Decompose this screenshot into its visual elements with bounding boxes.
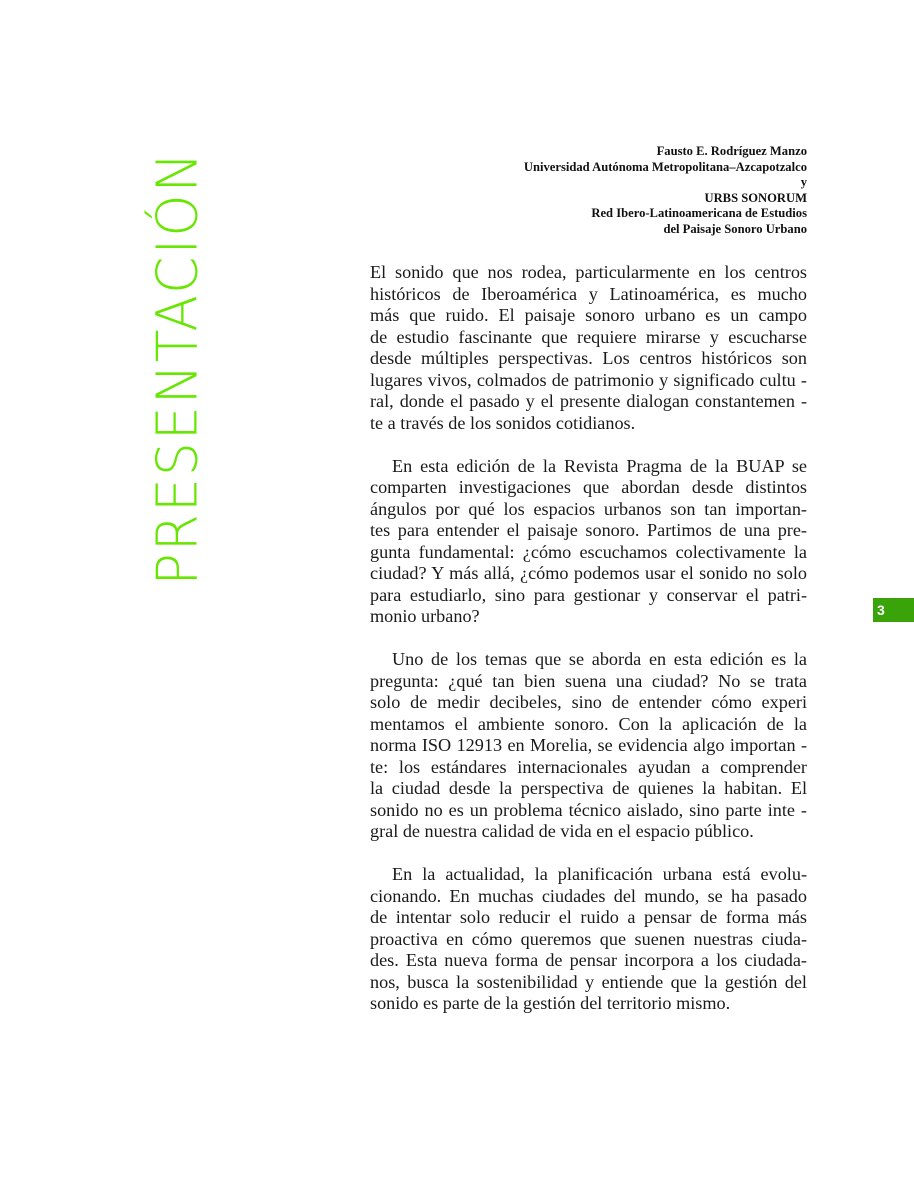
text-line: monio urbano? <box>370 606 480 626</box>
paragraph <box>370 456 807 628</box>
text-line: sonido es parte de la gestión del territorio mismo. <box>370 993 731 1013</box>
text-line: ciudad? Y más allá, ¿cómo podemos usar el sonido no solo <box>370 563 807 583</box>
text-line: gunta fundamental: ¿cómo escuchamos colectivamente la <box>370 541 807 562</box>
text-line: más que ruido. El paisaje sonoro urbano es un campo <box>370 305 807 325</box>
author-line: y <box>800 175 807 190</box>
text-line: cionando. En muchas ciudades del mundo, se ha pasado <box>370 885 807 906</box>
text-line: ral, donde el pasado y el presente dialogan constantemen - <box>370 391 807 411</box>
author-line: Fausto E. Rodríguez Manzo <box>656 144 807 158</box>
article-body <box>370 262 807 1036</box>
text-line: desde múltiples perspectivas. Los centros históricos son <box>370 348 807 368</box>
text-line: des. Esta nueva forma de pensar incorpora a los ciudada- <box>370 950 807 970</box>
text-line: lugares vivos, colmados de patrimonio y significado cultu - <box>370 369 807 390</box>
text-line: nos, busca la sostenibilidad y entiende que la gestión del <box>370 971 807 992</box>
text-line: de estudio fascinante que requiere mirarse y escucharse <box>370 326 807 347</box>
text-line: proactiva en cómo queremos que suenen nuestras ciuda- <box>370 928 807 949</box>
section-title-text: PRESENTACIÓN <box>145 150 211 586</box>
paragraph <box>370 649 807 843</box>
text-line: te: los estándares internacionales ayudan a comprender <box>370 756 807 777</box>
text-line: sonido no es un problema técnico aislado, sino parte inte - <box>370 799 807 820</box>
text-line: En la actualidad, la planificación urbana está evolu- <box>392 864 807 884</box>
text-line: mentamos el ambiente sonoro. Con la aplicación de la <box>370 713 807 734</box>
author-line: URBS SONORUM <box>704 190 807 205</box>
text-line: norma ISO 12913 en Morelia, se evidencia algo importan - <box>370 735 807 755</box>
text-line: tes para entender el paisaje sonoro. Partimos de una pre- <box>370 520 807 540</box>
page-number: 3 <box>873 598 914 622</box>
paragraph <box>370 864 807 1015</box>
text-line: ángulos por qué los espacios urbanos son tan importan- <box>370 498 807 519</box>
author-line: del Paisaje Sonoro Urbano <box>663 221 807 236</box>
text-line: comparten investigaciones que abordan desde distintos <box>370 477 807 497</box>
text-line: El sonido que nos rodea, particularmente en los centros <box>370 262 807 282</box>
text-line: la ciudad desde la perspectiva de quienes la habitan. El <box>370 778 807 798</box>
author-line: Universidad Autónoma Metropolitana–Azcapotzalco <box>523 159 807 174</box>
text-line: Uno de los temas que se aborda en esta edición es la <box>392 649 807 669</box>
paragraph <box>370 262 807 434</box>
text-line: históricos de Iberoamérica y Latinoamérica, es mucho <box>370 283 807 304</box>
author-line: Red Ibero-Latinoamericana de Estudios <box>591 206 807 221</box>
text-line: solo de medir decibeles, sino de entender cómo experi <box>370 692 807 712</box>
text-line: te a través de los sonidos cotidianos. <box>370 412 636 433</box>
text-line: para estudiarlo, sino para gestionar y conservar el patri- <box>370 584 807 605</box>
text-line: pregunta: ¿qué tan bien suena una ciudad? No se trata <box>370 670 807 691</box>
author-block <box>524 144 807 238</box>
text-line: gral de nuestra calidad de vida en el espacio público. <box>370 821 754 841</box>
text-line: de intentar solo reducir el ruido a pensar de forma más <box>370 907 807 927</box>
text-line: En esta edición de la Revista Pragma de la BUAP se <box>392 455 807 476</box>
